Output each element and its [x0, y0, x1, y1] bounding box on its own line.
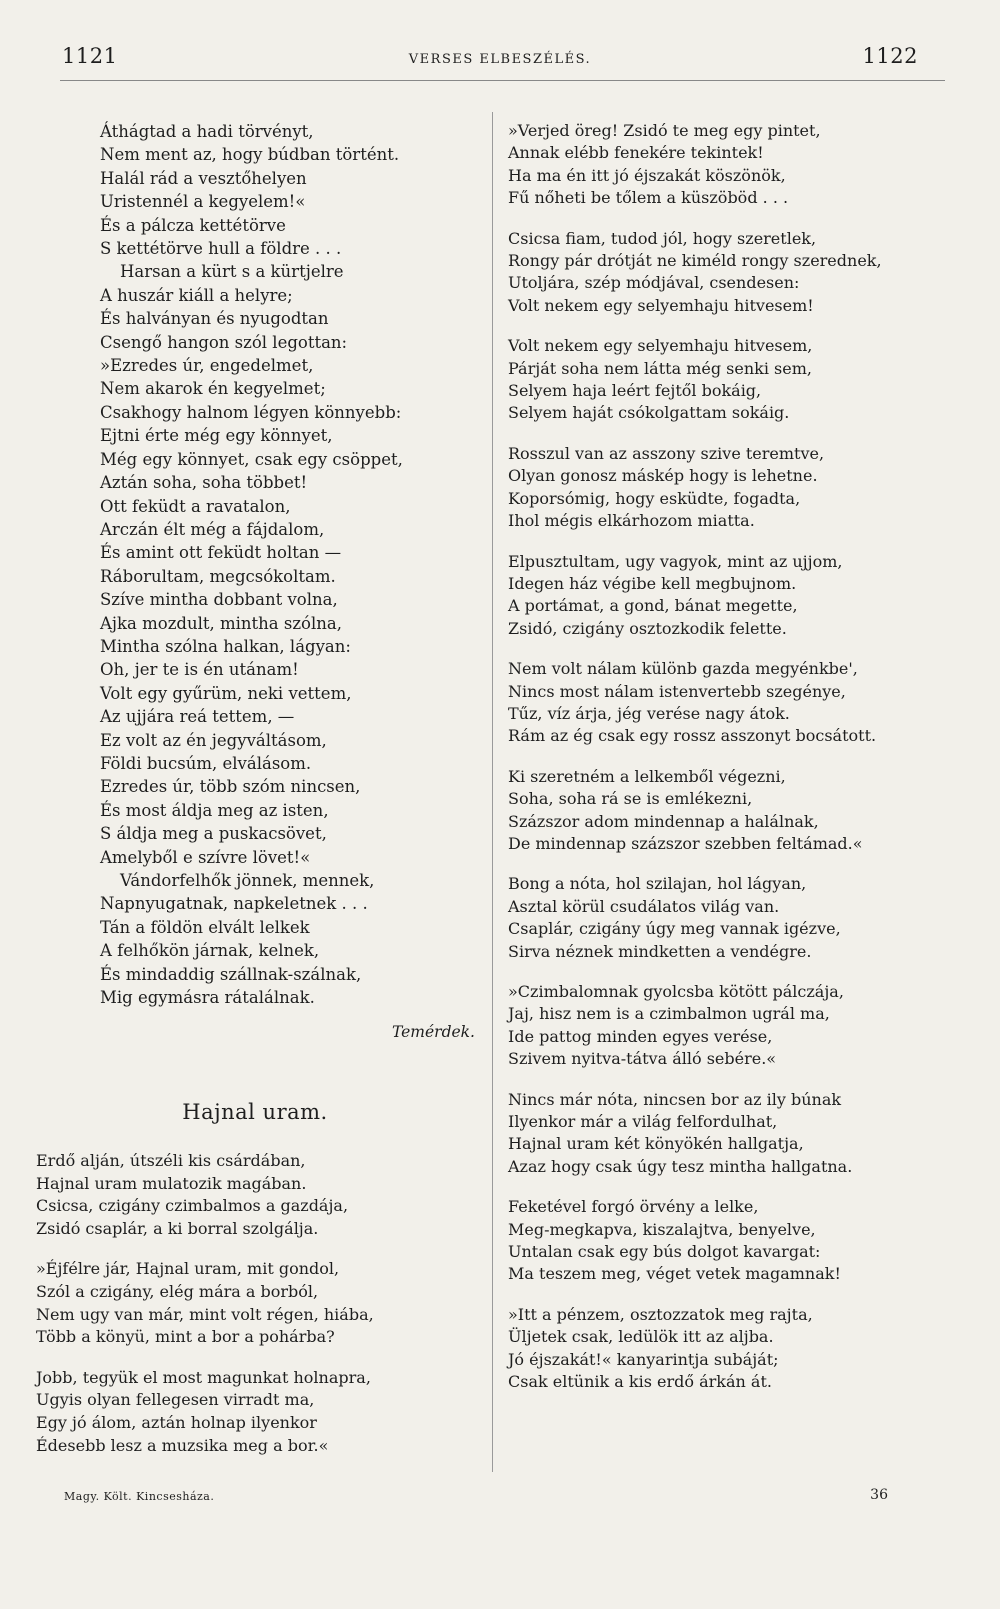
poem-line: Volt egy gyűrüm, neki vettem, — [100, 683, 352, 703]
poem-line: Ott feküdt a ravatalon, — [100, 496, 291, 516]
stanza — [36, 1367, 374, 1457]
header-rule — [60, 80, 945, 81]
stanza-line: Egy jó álom, aztán holnap ilyenkor — [36, 1412, 317, 1432]
poem-line: Csengő hangon szól legottan: — [100, 332, 348, 352]
running-title: VERSES ELBESZÉLÉS. — [408, 52, 592, 67]
stanza — [508, 1304, 882, 1394]
poem-line: Amelyből e szívre lövet!« — [100, 847, 311, 867]
stanza-line: Ma teszem meg, véget vetek magamnak! — [508, 1264, 841, 1284]
stanza-line: Sirva néznek mindketten a vendégre. — [508, 941, 812, 961]
stanza-line: Koporsómig, hogy esküdte, fogadta, — [508, 488, 801, 508]
stanza-line: Csicsa fiam, tudod jól, hogy szeretlek, — [508, 228, 817, 248]
stanza-line: Nem volt nálam különb gazda megyénkbe', — [508, 659, 858, 679]
poem-line: Aztán soha, soha többet! — [100, 473, 308, 493]
stanza-line: Ha ma én itt jó éjszakát köszönök, — [508, 165, 786, 185]
stanza-line: Nem ugy van már, mint volt régen, hiába, — [36, 1304, 374, 1324]
stanza-line: Ilyenkor már a világ felfordulhat, — [508, 1112, 778, 1132]
stanza — [508, 873, 882, 963]
poem-line: És amint ott feküdt holtan — — [100, 543, 342, 563]
stanza-line: Azaz hogy csak úgy tesz mintha hallgatna. — [508, 1156, 853, 1176]
stanza-line: Annak elébb fenekére tekintek! — [508, 143, 764, 163]
poem-line: S kettétörve hull a földre . . . — [100, 239, 342, 259]
stanza-line: Erdő alján, útszéli kis csárdában, — [36, 1151, 306, 1170]
poem-line: Még egy könnyet, csak egy csöppet, — [100, 449, 403, 469]
stanza-line: A portámat, a gond, bánat megette, — [508, 596, 798, 616]
stanza — [508, 120, 882, 210]
stanza-line: Nincs most nálam istenvertebb szegénye, — [508, 681, 846, 701]
stanza-line: Tűz, víz árja, jég verése nagy átok. — [508, 703, 790, 723]
stanza-line: Párját soha nem látta még senki sem, — [508, 358, 812, 378]
poem-line: És halványan és nyugodtan — [100, 309, 329, 329]
stanza-line: Ki szeretném a lelkemből végezni, — [508, 766, 786, 786]
stanza-line: Több a könyü, mint a bor a pohárba? — [36, 1327, 335, 1347]
stanza-line: Édesebb lesz a muzsika meg a bor.« — [36, 1435, 329, 1455]
stanza-line: Zsidó, czigány osztozkodik felette. — [508, 618, 787, 638]
stanza-line: Jaj, hisz nem is a czimbalmon ugrál ma, — [508, 1004, 830, 1024]
stanza — [508, 658, 882, 748]
stanza-line: Ide pattog minden egyes verése, — [508, 1026, 773, 1046]
poem-line: Mintha szólna halkan, lágyan: — [100, 636, 351, 656]
stanza — [508, 551, 882, 641]
stanza-line: Hajnal uram mulatozik magában. — [36, 1173, 307, 1193]
poem-line: Harsan a kürt s a kürtjelre — [120, 262, 344, 282]
stanza-line: Üljetek csak, ledülök itt az aljba. — [508, 1327, 774, 1347]
poem-line: Nem ment az, hogy búdban történt. — [100, 145, 400, 165]
poem-line: Arczán élt még a fájdalom, — [100, 519, 325, 539]
poem-line: Napnyugatnak, napkeletnek . . . — [100, 894, 368, 914]
poem-line: Vándorfelhők jönnek, mennek, — [120, 871, 375, 890]
stanza — [508, 1089, 882, 1179]
poem-line: Ejtni érte még egy könnyet, — [100, 426, 333, 446]
stanza-line: De mindennap százszor szebben feltámad.« — [508, 833, 863, 853]
poem-line: Csakhogy halnom légyen könnyebb: — [100, 402, 402, 422]
poem-line: Ez volt az én jegyváltásom, — [100, 730, 327, 750]
stanza-line: Olyan gonosz máskép hogy is lehetne. — [508, 466, 818, 486]
stanza-line: Százszor adom mindennap a halálnak, — [508, 811, 819, 831]
stanza-line: »Éjfélre jár, Hajnal uram, mit gondol, — [36, 1259, 340, 1279]
poem-line: Földi bucsúm, elválásom. — [100, 753, 312, 773]
stanza-line: Csaplár, czigány úgy meg vannak igézve, — [508, 919, 841, 939]
stanza-line: Jó éjszakát!« kanyarintja subáját; — [508, 1349, 779, 1369]
stanza-line: Hajnal uram két könyökén hallgatja, — [508, 1134, 804, 1154]
poem-line: Oh, jer te is én utánam! — [100, 660, 299, 680]
poem-line: A felhőkön járnak, kelnek, — [100, 941, 320, 961]
stanza-line: Rosszul van az asszony szive teremtve, — [508, 443, 825, 463]
stanza-line: Fű nőheti be tőlem a küszöböd . . . — [508, 188, 789, 208]
stanza — [508, 335, 882, 425]
poem-line: Az ujjára reá tettem, — — [100, 707, 295, 727]
stanza-line: Volt nekem egy selyemhaju hitvesem! — [508, 295, 814, 315]
section-title: Hajnal uram. — [182, 1100, 328, 1124]
poem-line: Nem akarok én kegyelmet; — [100, 379, 326, 399]
stanza-line: Untalan csak egy bús dolgot kavargat: — [508, 1242, 821, 1262]
poem-line: És a pálcza kettétörve — [100, 215, 286, 235]
stanza-line: Selyem haját csókolgattam sokáig. — [508, 403, 790, 423]
stanza-line: Meg-megkapva, kiszalajtva, benyelve, — [508, 1219, 816, 1239]
stanza-line: Szól a czigány, elég mára a borból, — [36, 1281, 319, 1301]
poem-line: S áldja meg a puskacsövet, — [100, 824, 327, 844]
stanza-line: Csak eltünik a kis erdő árkán át. — [508, 1372, 772, 1392]
stanza-line: Csicsa, czigány czimbalmos a gazdája, — [36, 1196, 349, 1216]
poem-line: Mig egymásra rátalálnak. — [100, 988, 315, 1008]
footer-sheet-number: 36 — [870, 1487, 888, 1503]
poem-line: Uristennél a kegyelem!« — [100, 192, 306, 212]
stanza-line: Ugyis olyan fellegesen virradt ma, — [36, 1390, 315, 1410]
stanza — [36, 1258, 374, 1348]
poem-line: Ajka mozdult, mintha szólna, — [100, 613, 342, 633]
poem-signature: Temérdek. — [391, 1023, 475, 1041]
poem-line: Tán a földön elvált lelkek — [100, 917, 310, 937]
right-column-stanzas — [508, 120, 882, 1412]
poem-line: Ráborultam, megcsókoltam. — [100, 566, 336, 586]
stanza — [508, 228, 882, 318]
stanza — [36, 1150, 374, 1240]
page-number-right: 1122 — [862, 44, 918, 68]
poem-line: És mindaddig szállnak-szálnak, — [100, 964, 362, 984]
stanza-line: »Czimbalomnak gyolcsba kötött pálczája, — [508, 982, 844, 1001]
stanza-line: Szivem nyitva-tátva álló sebére.« — [508, 1049, 777, 1069]
stanza-line: Rongy pár drótját ne kiméld rongy szerednek, — [508, 251, 882, 271]
stanza-line: Selyem haja leért fejtől bokáig, — [508, 381, 762, 401]
poem-line: A huszár kiáll a helyre; — [100, 285, 293, 305]
poem-line: »Ezredes úr, engedelmet, — [100, 356, 314, 376]
page-number-left: 1121 — [62, 44, 118, 68]
stanza-line: »Verjed öreg! Zsidó te meg egy pintet, — [508, 121, 821, 140]
stanza-line: Jobb, tegyük el most magunkat holnapra, — [36, 1367, 371, 1387]
stanza-line: Asztal körül csudálatos világ van. — [508, 896, 780, 916]
left-column-stanzas — [36, 1150, 374, 1475]
stanza-line: »Itt a pénzem, osztozzatok meg rajta, — [508, 1304, 813, 1324]
stanza-line: Idegen ház végibe kell megbujnom. — [508, 573, 797, 593]
stanza-line: Nincs már nóta, nincsen bor az ily búnak — [508, 1089, 842, 1109]
stanza-line: Bong a nóta, hol szilajan, hol lágyan, — [508, 874, 807, 894]
stanza — [508, 981, 882, 1071]
stanza-line: Rám az ég csak egy rossz asszonyt bocsátott. — [508, 726, 877, 746]
column-divider — [492, 112, 493, 1472]
poem-line: Ezredes úr, több szóm nincsen, — [100, 777, 361, 797]
stanza — [508, 1196, 882, 1286]
poem-line: És most áldja meg az isten, — [100, 800, 329, 820]
stanza-line: Volt nekem egy selyemhaju hitvesem, — [508, 336, 813, 356]
stanza-line: Zsidó csaplár, a ki borral szolgálja. — [36, 1218, 319, 1238]
stanza — [508, 766, 882, 856]
stanza-line: Feketével forgó örvény a lelke, — [508, 1197, 759, 1217]
stanza-line: Elpusztultam, ugy vagyok, mint az ujjom, — [508, 551, 843, 571]
stanza — [508, 443, 882, 533]
poem-line: Halál rád a vesztőhelyen — [100, 168, 307, 188]
stanza-line: Ihol mégis elkárhozom miatta. — [508, 511, 755, 531]
poem-line: Szíve mintha dobbant volna, — [100, 590, 338, 610]
stanza-line: Utoljára, szép módjával, csendesen: — [508, 273, 800, 293]
footer-source: Magy. Költ. Kincsesháza. — [64, 1490, 215, 1503]
stanza-line: Soha, soha rá se is emlékezni, — [508, 789, 753, 809]
left-column-poem — [100, 120, 403, 1009]
poem-line: Áthágtad a hadi törvényt, — [100, 122, 314, 141]
